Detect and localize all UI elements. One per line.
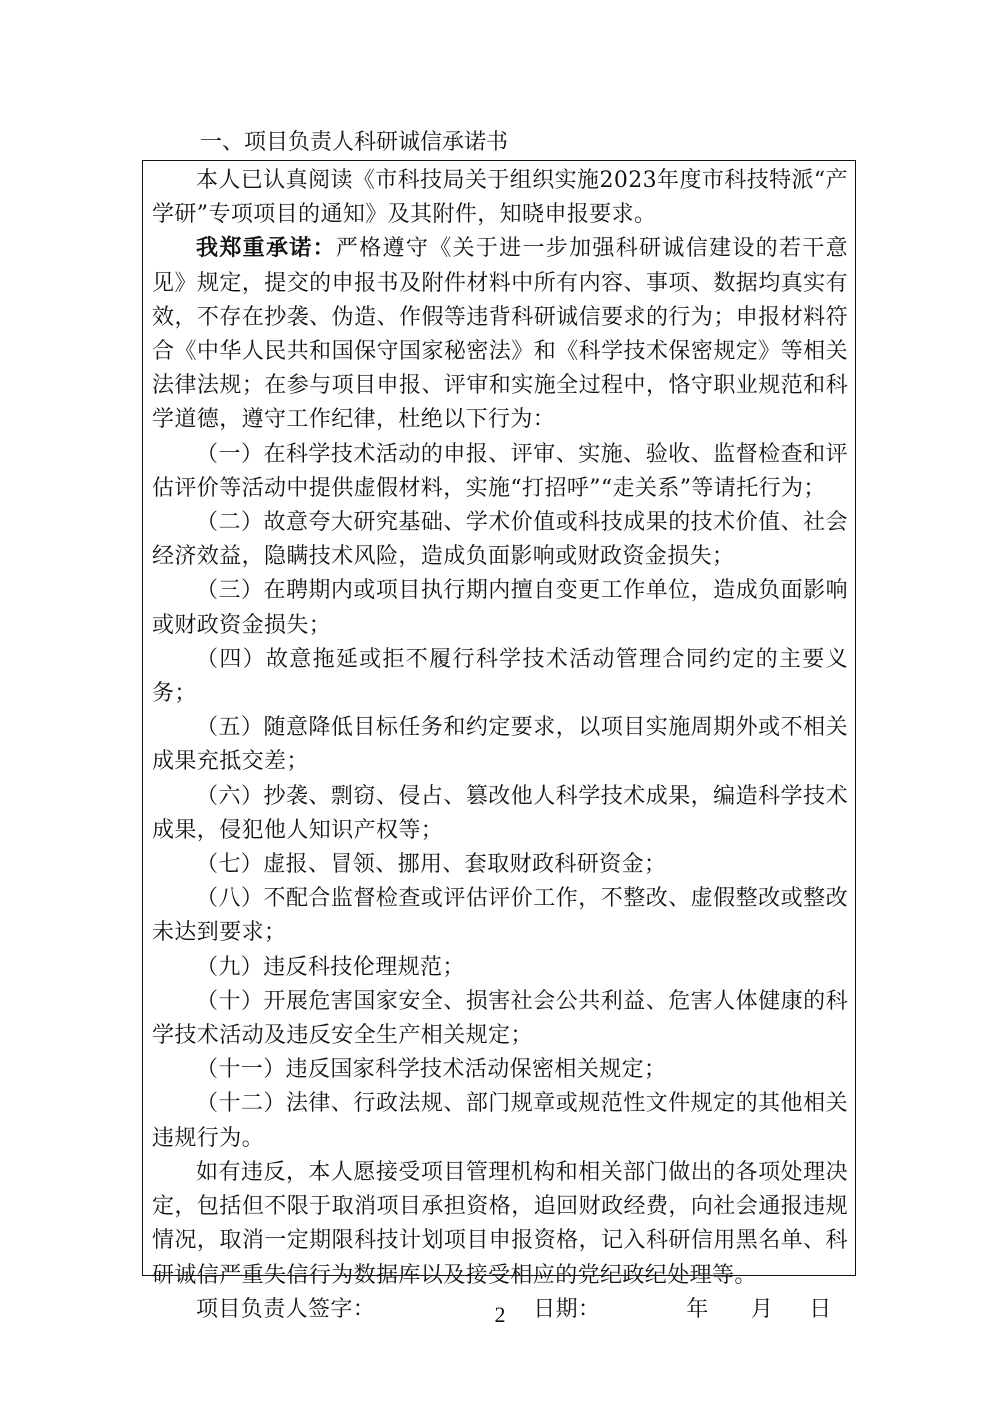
- date-month: 月: [750, 1296, 774, 1322]
- list-item: （三）在聘期内或项目执行期内擅自变更工作单位，造成负面影响或财政资金损失；: [152, 578, 848, 638]
- signer-label: 项目负责人签字：: [196, 1296, 376, 1322]
- list-item: （一）在科学技术活动的申报、评审、实施、验收、监督检查和评估评价等活动中提供虚假材料，实施“打招呼”“走关系”等请托行为；: [152, 441, 848, 501]
- list-item: （九）违反科技伦理规范；: [196, 954, 465, 980]
- list-item: （六）抄袭、剽窃、侵占、篡改他人科学技术成果，编造科学技术成果，侵犯他人知识产权等；: [152, 783, 848, 843]
- date-year: 年: [686, 1296, 709, 1322]
- list-item: （七）虚报、冒领、挪用、套取财政科研资金；: [196, 852, 667, 878]
- pledge-text: 严格遵守《关于进一步加强科研诚信建设的若干意见》规定，提交的申报书及附件材料中所有内容、事项、数据均真实有效，不存在抄袭、伪造、作假等违背科研诚信要求的行为；申报材料符合《中华人民共和国保守国家秘密法》和《科学技术保密规定》等相关法律法规；在参与项目申报、评审和实施全过程中，恪守职业规范和科学道德，遵守工作纪律，杜绝以下行为：: [152, 236, 848, 433]
- list-item: （二）故意夸大研究基础、学术价值或科技成果的技术价值、社会经济效益，隐瞒技术风险，造成负面影响或财政资金损失；: [152, 510, 848, 570]
- list-item: （十）开展危害国家安全、损害社会公共利益、危害人体健康的科学技术活动及违反安全生产相关规定；: [152, 988, 848, 1049]
- pledge-paragraph: [152, 232, 848, 437]
- pledge-content: [152, 164, 848, 1327]
- section-heading: 一、项目负责人科研诚信承诺书: [200, 130, 509, 155]
- list-item: （五）随意降低目标任务和约定要求，以项目实施周期外或不相关成果充抵交差；: [152, 715, 848, 775]
- intro-paragraph: 本人已认真阅读《市科技局关于组织实施2023年度市科技特派“产学研”专项项目的通知》及其附件，知晓申报要求。: [152, 168, 848, 228]
- page-number: 2: [494, 1302, 506, 1327]
- list-item: （十二）法律、行政法规、部门规章或规范性文件规定的其他相关违规行为。: [152, 1091, 848, 1151]
- list-item: （四）故意拖延或拒不履行科学技术活动管理合同约定的主要义务；: [152, 646, 848, 707]
- closing-paragraph: 如有违反，本人愿接受项目管理机构和相关部门做出的各项处理决定，包括但不限于取消项目承担资格，追回财政经费，向社会通报违规情况，取消一定期限科技计划项目申报资格，记入科研信用黑名单、科研诚信严重失信行为数据库以及接受相应的党纪政纪处理等。: [152, 1159, 848, 1288]
- pledge-lead: 我郑重承诺：: [196, 236, 336, 262]
- list-item: （十一）违反国家科学技术活动保密相关规定；: [196, 1057, 667, 1083]
- list-item: （八）不配合监督检查或评估评价工作，不整改、虚假整改或整改未达到要求；: [152, 886, 848, 946]
- date-day: 日: [809, 1296, 832, 1322]
- date-label: 日期：: [533, 1296, 601, 1322]
